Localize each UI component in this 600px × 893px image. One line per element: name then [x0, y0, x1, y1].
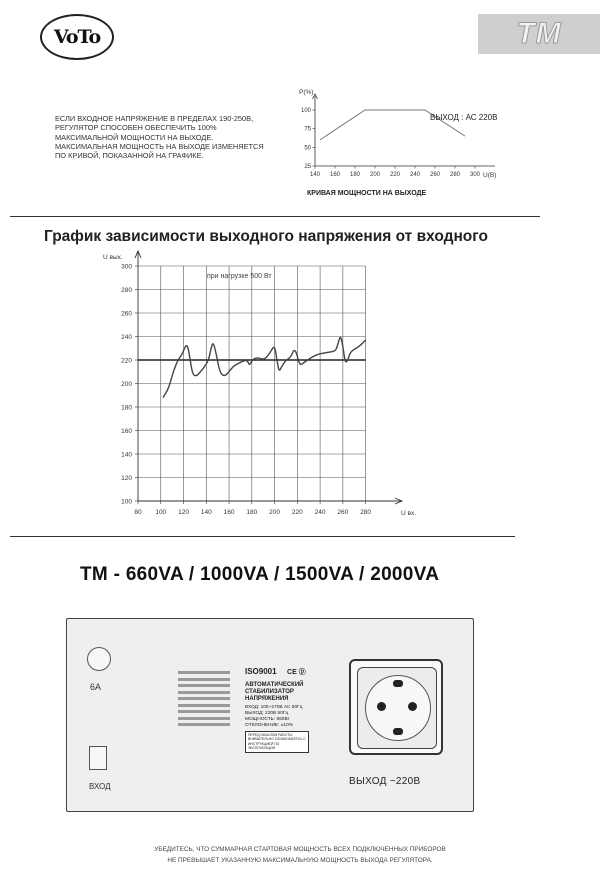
input-switch-icon — [89, 746, 107, 770]
power-chart-x-tick-label: 300 — [469, 172, 481, 178]
spec-row: ВХОД: 105~270В АС 50Гц — [245, 705, 303, 710]
voltage-chart-x-tick-label: 280 — [360, 509, 372, 516]
power-chart-annotation: ВЫХОД : АС 220В — [430, 113, 498, 122]
power-chart-x-tick-label: 140 — [309, 172, 321, 178]
fuse-holder-icon — [87, 647, 111, 671]
device-rear-panel — [66, 618, 474, 812]
brand-logo — [40, 14, 114, 60]
intro-line: МАКСИМАЛЬНАЯ МОЩНОСТЬ НА ВЫХОДЕ ИЗМЕНЯЕТСЯ — [55, 141, 264, 151]
power-chart-y-tick-label: 100 — [300, 108, 311, 114]
warning-sticker — [245, 731, 309, 753]
spec-row: ОТКЛОНЕНИЕ: ±10% — [245, 723, 294, 728]
intro-paragraph — [55, 114, 295, 160]
power-chart-x-tick-label: 180 — [349, 172, 361, 178]
voltage-chart-x-tick-label: 180 — [246, 509, 258, 516]
voltage-chart-x-tick-label: 100 — [155, 509, 167, 516]
voltage-chart-xlabel: U вх. — [401, 510, 417, 517]
ventilation-grille — [178, 671, 230, 730]
power-chart-x-tick-label: 240 — [409, 172, 421, 178]
spec-row: ВЫХОД: 220В 50Гц — [245, 711, 289, 716]
voltage-chart-y-tick-label: 200 — [121, 380, 132, 388]
socket-face-icon — [365, 675, 431, 741]
voltage-response-chart — [95, 248, 475, 523]
fuse-label: 6А — [90, 682, 102, 692]
voltage-chart-x-tick-label: 220 — [291, 509, 303, 516]
power-chart-ylabel: P(%) — [299, 89, 314, 96]
voltage-chart-x-tick-label: 140 — [200, 509, 212, 516]
voltage-chart-grid — [138, 266, 366, 501]
input-label: ВХОД — [89, 782, 111, 791]
output-label: ВЫХОД ~220В — [349, 776, 421, 787]
power-chart-title: КРИВАЯ МОЩНОСТИ НА ВЫХОДЕ — [307, 190, 427, 197]
power-chart-y-tick-label: 75 — [304, 126, 311, 133]
voltage-chart-x-tick-label: 200 — [269, 509, 281, 516]
voltage-chart-y-tick-label: 220 — [121, 357, 132, 365]
product-range-title: ТМ - 660VA / 1000VA / 1500VA / 2000VA — [80, 564, 440, 585]
power-chart-xlabel: U(В) — [483, 172, 497, 179]
section-divider — [10, 536, 515, 537]
voltage-chart-y-tick-label: 120 — [121, 474, 132, 482]
socket-pin-icon — [377, 702, 386, 711]
output-socket — [349, 659, 443, 755]
socket-ground-icon — [393, 680, 403, 687]
voltage-chart-annotation: при нагрузке 500 Вт — [207, 273, 272, 280]
power-chart-x-tick-label: 260 — [429, 172, 441, 178]
voltage-chart-y-tick-label: 160 — [121, 427, 132, 435]
intro-line: ЕСЛИ ВХОДНОЕ НАПРЯЖЕНИЕ В ПРЕДЕЛАХ 190-250В, — [55, 114, 254, 123]
intro-line: РЕГУЛЯТОР СПОСОБЕН ОБЕСПЕЧИТЬ 100% — [55, 123, 217, 133]
spec-label — [245, 661, 327, 729]
spec-name-line: НАПРЯЖЕНИЯ — [245, 696, 289, 702]
voltage-chart-ticks — [121, 263, 371, 516]
socket-ground-icon — [393, 728, 403, 735]
power-chart-x-tick-label: 160 — [329, 172, 341, 178]
warning-text: ПЕРЕД НАЧАЛОМ РАБОТЫ ВНИМАТЕЛЬНО ОЗНАКОМЬТЕСЬ С ИНСТРУКЦИЕЙ ПО ЭКСПЛУАТАЦИИ — [248, 733, 306, 751]
spec-name-line: СТАБИЛИЗАТОР — [245, 689, 294, 695]
intro-line: МАКСИМАЛЬНОЙ МОЩНОСТИ НА ВЫХОДЕ. — [55, 132, 214, 142]
voltage-chart-y-tick-label: 280 — [121, 286, 132, 294]
voltage-chart-y-tick-label: 300 — [121, 263, 132, 271]
voltage-chart-ylabel: U вых. — [103, 254, 123, 261]
voltage-chart-series — [163, 337, 366, 397]
intro-line: ПО КРИВОЙ, ПОКАЗАННОЙ НА ГРАФИКЕ. — [55, 151, 204, 161]
brand-logo-text: VoTo — [53, 26, 101, 48]
model-badge — [478, 14, 600, 54]
socket-plate — [357, 667, 437, 749]
spec-name-line: АВТОМАТИЧЕСКИЙ — [245, 682, 304, 688]
power-chart-axes — [313, 94, 496, 166]
spec-row: МОЩНОСТЬ: 660Вт — [245, 717, 290, 722]
footer-line: НЕ ПРЕВЫШАЕТ УКАЗАННУЮ МАКСИМАЛЬНУЮ МОЩНОСТЬ ВЫХОДА РЕГУЛЯТОРА. — [167, 857, 433, 864]
voltage-chart-x-tick-label: 160 — [223, 509, 235, 516]
voltage-chart-y-tick-label: 240 — [121, 333, 132, 341]
voltage-chart-x-tick-label: 260 — [337, 509, 349, 516]
voltage-chart-x-tick-label: 240 — [314, 509, 326, 516]
power-chart-y-tick-label: 25 — [304, 164, 311, 170]
socket-pin-icon — [408, 702, 417, 711]
power-chart-x-tick-label: 280 — [449, 172, 461, 178]
power-chart-x-tick-label: 200 — [369, 172, 381, 178]
voltage-chart-y-tick-label: 140 — [121, 451, 132, 459]
voltage-chart-y-tick-label: 100 — [121, 498, 132, 506]
voltage-chart-y-tick-label: 260 — [121, 310, 132, 318]
footer-note — [0, 844, 600, 866]
power-curve-chart — [295, 84, 535, 202]
voltage-output-line — [163, 337, 366, 397]
section-divider — [10, 216, 540, 217]
certification-marks-icon: CE ⓟ — [287, 669, 306, 676]
model-badge-text: TM — [516, 17, 562, 50]
voltage-chart-x-tick-label: 120 — [178, 509, 189, 516]
footer-line: УБЕДИТЕСЬ, ЧТО СУММАРНАЯ СТАРТОВАЯ МОЩНОСТЬ ВСЕХ ПОДКЛЮЧЕННЫХ ПРИБОРОВ — [154, 846, 446, 853]
voltage-chart-title: График зависимости выходного напряжения от входного — [44, 228, 488, 245]
iso-mark: ISO9001 — [245, 667, 277, 676]
power-chart-x-tick-label: 220 — [389, 172, 401, 178]
voltage-chart-x-tick-label: 80 — [134, 509, 142, 516]
power-chart-y-tick-label: 50 — [304, 145, 311, 152]
voltage-chart-axes — [135, 251, 402, 504]
voltage-chart-y-tick-label: 180 — [121, 404, 132, 412]
